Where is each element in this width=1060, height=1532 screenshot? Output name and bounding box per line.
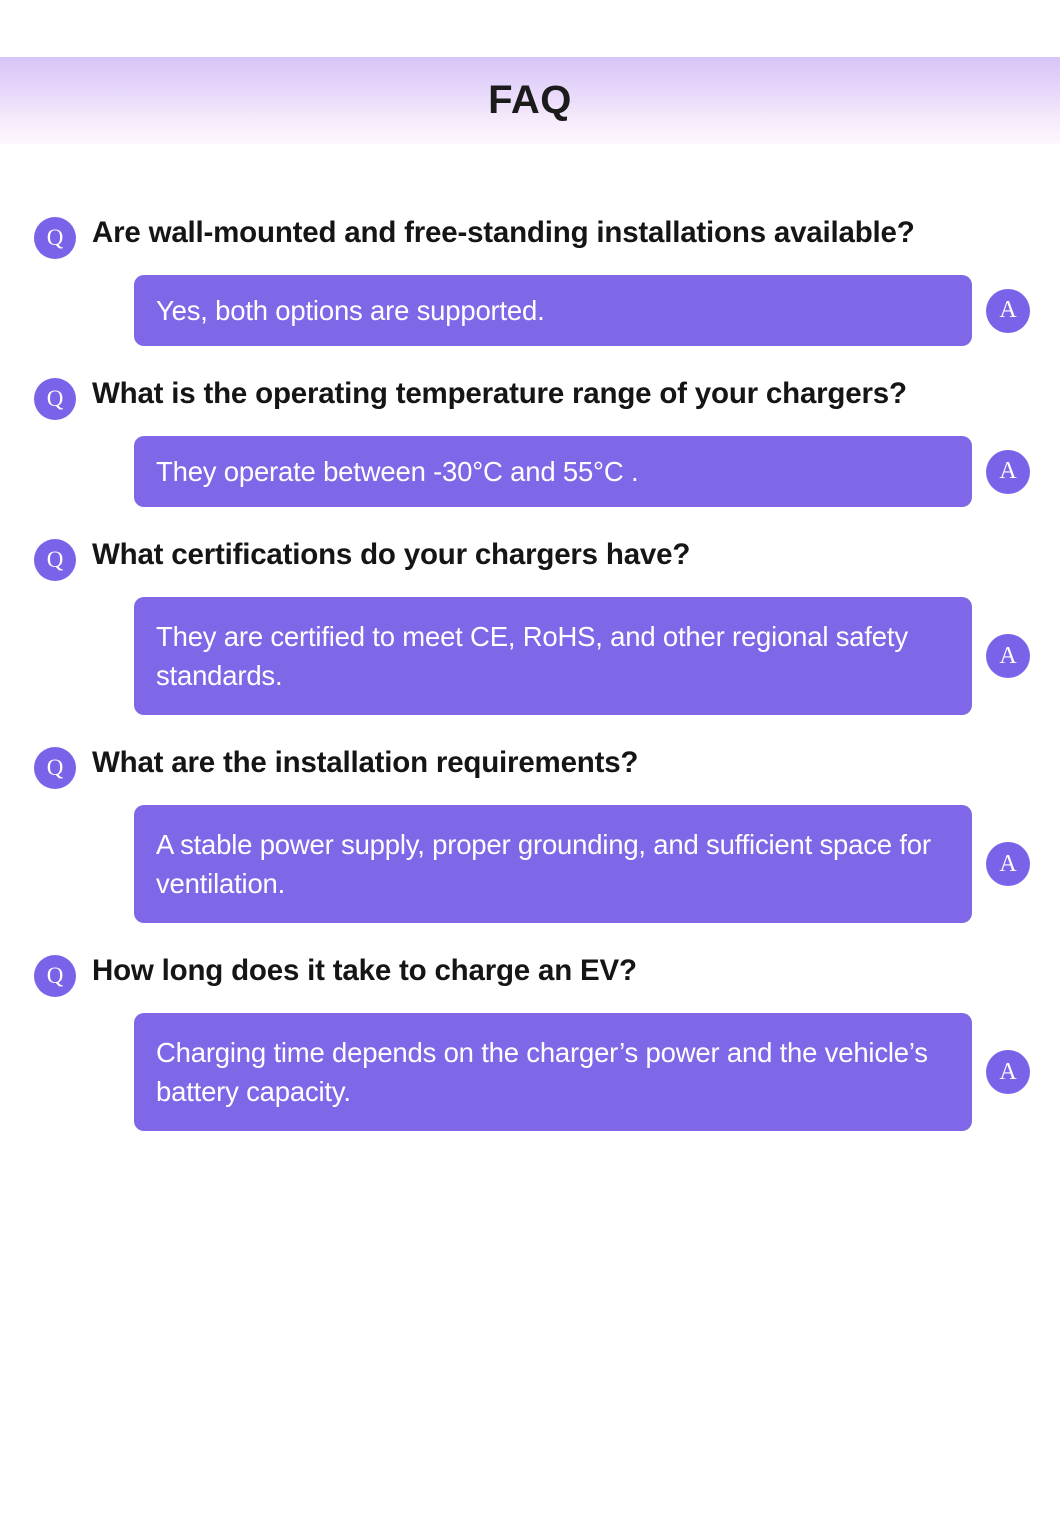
answer-row [30,805,1030,923]
faq-item [30,213,1030,346]
question-badge-icon: Q [34,539,76,581]
question-text: What certifications do your chargers have? [92,538,691,572]
faq-item [30,951,1030,1131]
question-row [30,951,1030,997]
question-row [30,374,1030,420]
answer-row [30,436,1030,507]
answer-row [30,597,1030,715]
answer-row [30,275,1030,346]
question-row [30,213,1030,259]
question-text: What are the installation requirements? [92,746,639,780]
answer-badge-icon: A [986,289,1030,333]
page-title: FAQ [488,78,572,122]
answer-text: They are certified to meet CE, RoHS, and other regional safety standards. [134,597,972,715]
question-row [30,535,1030,581]
answer-text: Charging time depends on the charger’s power and the vehicle’s battery capacity. [134,1013,972,1131]
question-badge-icon: Q [34,955,76,997]
question-badge-icon: Q [34,378,76,420]
answer-row [30,1013,1030,1131]
page-header [0,57,1060,144]
faq-item [30,743,1030,923]
question-text: How long does it take to charge an EV? [92,954,637,988]
question-row [30,743,1030,789]
answer-badge-icon: A [986,450,1030,494]
faq-item [30,535,1030,715]
answer-text: Yes, both options are supported. [134,275,972,346]
answer-badge-icon: A [986,634,1030,678]
answer-text: They operate between -30°C and 55°C . [134,436,972,507]
answer-badge-icon: A [986,1050,1030,1094]
faq-item [30,374,1030,507]
question-text: Are wall-mounted and free-standing installations available? [92,216,915,249]
question-badge-icon: Q [34,747,76,789]
question-badge-icon: Q [34,217,76,259]
question-text: What is the operating temperature range of your chargers? [92,377,907,411]
answer-text: A stable power supply, proper grounding, and sufficient space for ventilation. [134,805,972,923]
faq-list [0,213,1060,1159]
answer-badge-icon: A [986,842,1030,886]
